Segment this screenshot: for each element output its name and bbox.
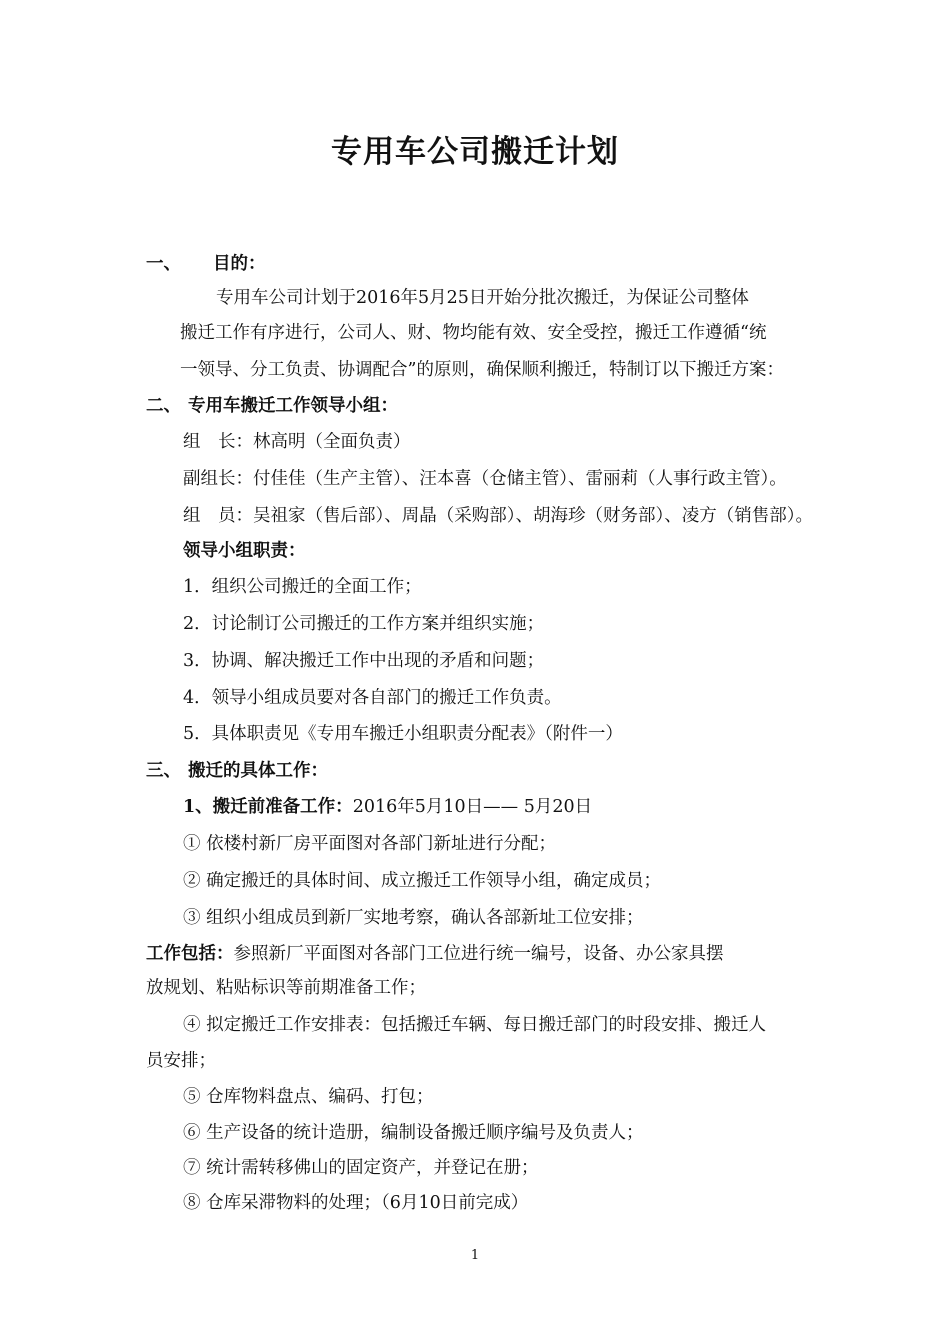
- page-number: 1: [470, 1248, 480, 1263]
- duties-heading: 领导小组职责：: [183, 541, 306, 561]
- step-item: ③ 组织小组成员到新厂实地考察，确认各部新址工位安排；: [183, 908, 644, 928]
- step-item: ④ 拟定搬迁工作安排表：包括搬迁车辆、每日搬迁部门的时段安排、搬迁人: [183, 1015, 767, 1035]
- step-item: ⑤ 仓库物料盘点、编码、打包；: [183, 1087, 434, 1107]
- section-1-number: 一、: [146, 254, 181, 274]
- member-line: 组 员：吴祖家（售后部）、周晶（采购部）、胡海珍（财务部）、凌方（销售部）。: [183, 506, 813, 526]
- prep-heading: 1、搬迁前准备工作：: [183, 797, 353, 817]
- section-2-number: 二、: [146, 396, 181, 416]
- work-line: [146, 942, 724, 966]
- prep-line: [183, 795, 592, 819]
- member-line: 组 长：林高明（全面负责）: [183, 432, 411, 452]
- work-label: 工作包括：: [146, 944, 234, 964]
- section-3-number: 三、: [146, 761, 181, 781]
- paragraph-line: 专用车公司计划于2016年5月25日开始分批次搬迁，为保证公司整体: [216, 288, 749, 308]
- paragraph-line: 搬迁工作有序进行，公司人、财、物均能有效、安全受控，搬迁工作遵循“统: [180, 323, 767, 343]
- duty-item: 2．讨论制订公司搬迁的工作方案并组织实施；: [183, 614, 545, 634]
- duty-item: 3．协调、解决搬迁工作中出现的矛盾和问题；: [183, 651, 545, 671]
- step-item: ① 依楼村新厂房平面图对各部门新址进行分配；: [183, 834, 557, 854]
- duty-item: 1．组织公司搬迁的全面工作；: [183, 577, 422, 597]
- step-item-continued: 员安排；: [146, 1051, 216, 1071]
- section-1-heading: 目的：: [213, 254, 266, 274]
- section-2-heading: 专用车搬迁工作领导小组：: [188, 396, 398, 416]
- paragraph-line: 一领导、分工负责、协调配合”的原则，确保顺利搬迁，特制订以下搬迁方案：: [180, 360, 784, 380]
- member-line: 副组长：付佳佳（生产主管）、汪本喜（仓储主管）、雷丽莉（人事行政主管）。: [183, 469, 787, 489]
- duty-item: 5．具体职责见《专用车搬迁小组职责分配表》（附件一）: [183, 724, 623, 744]
- prep-dates: 2016年5月10日—— 5月20日: [352, 797, 593, 817]
- work-text: 参照新厂平面图对各部门工位进行统一编号，设备、办公家具摆: [233, 944, 724, 964]
- section-3-heading: 搬迁的具体工作：: [188, 761, 328, 781]
- duty-item: 4．领导小组成员要对各自部门的搬迁工作负责。: [183, 688, 562, 708]
- step-item: ⑦ 统计需转移佛山的固定资产，并登记在册；: [183, 1158, 539, 1178]
- step-item: ② 确定搬迁的具体时间、成立搬迁工作领导小组，确定成员；: [183, 871, 662, 891]
- work-line-continued: 放规划、粘贴标识等前期准备工作；: [146, 978, 426, 998]
- step-item: ⑥ 生产设备的统计造册，编制设备搬迁顺序编号及负责人；: [183, 1123, 644, 1143]
- document-title: 专用车公司搬迁计划: [331, 134, 619, 170]
- step-item: ⑧ 仓库呆滞物料的处理；（6月10日前完成）: [183, 1193, 529, 1213]
